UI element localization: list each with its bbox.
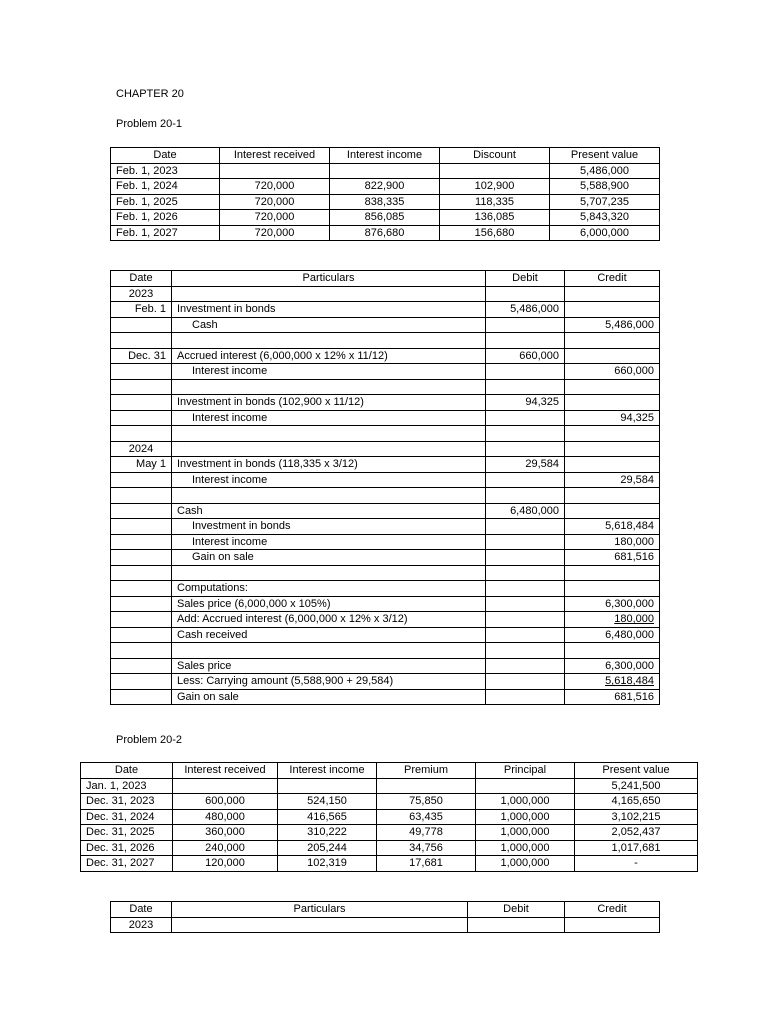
table-cell: 4,165,650 [575, 794, 698, 810]
table-cell: 876,680 [330, 225, 440, 241]
table-cell: 1,000,000 [476, 825, 575, 841]
entry-debit: 660,000 [486, 348, 565, 364]
entry-credit: 29,584 [565, 472, 660, 488]
table-cell: 75,850 [377, 794, 476, 810]
column-header: Date [81, 763, 173, 779]
table-row [81, 778, 698, 794]
entry-credit [565, 333, 660, 349]
entry-debit [486, 333, 565, 349]
entry-credit [565, 457, 660, 473]
column-header: Interest received [220, 148, 330, 164]
column-header: Present value [575, 763, 698, 779]
journal-entries-1 [110, 270, 660, 705]
entry-particulars: Interest income [172, 534, 486, 550]
table-cell: 1,000,000 [476, 840, 575, 856]
entry-date [111, 581, 172, 597]
entry-debit [486, 379, 565, 395]
entry-particulars [172, 643, 486, 659]
entry-date [111, 395, 172, 411]
table-cell: 156,680 [440, 225, 550, 241]
entry-credit [565, 348, 660, 364]
entry-particulars: Interest income [172, 472, 486, 488]
column-header: Interest income [278, 763, 377, 779]
table-row [81, 856, 698, 872]
journal-row [111, 317, 660, 333]
entry-debit [486, 426, 565, 442]
underlined-amount: 5,618,484 [605, 675, 654, 687]
entry-debit [486, 534, 565, 550]
entry-particulars: Computations: [172, 581, 486, 597]
journal-row [111, 917, 660, 933]
entry-credit [565, 286, 660, 302]
header-row [111, 148, 660, 164]
table-cell: 524,150 [278, 794, 377, 810]
entry-date [111, 519, 172, 535]
entry-particulars [172, 426, 486, 442]
journal-row [111, 395, 660, 411]
entry-credit [565, 379, 660, 395]
entry-date [111, 689, 172, 705]
table-cell: 838,335 [330, 194, 440, 210]
entry-date [111, 550, 172, 566]
header-row [111, 902, 660, 918]
table-cell: 600,000 [173, 794, 278, 810]
journal-row [111, 348, 660, 364]
entry-particulars: Investment in bonds [172, 302, 486, 318]
table-cell: 102,900 [440, 179, 550, 195]
journal-row [111, 379, 660, 395]
entry-particulars: Cash [172, 503, 486, 519]
entry-date [111, 674, 172, 690]
column-header: Present value [550, 148, 660, 164]
entry-debit [486, 364, 565, 380]
entry-particulars [172, 333, 486, 349]
column-header: Principal [476, 763, 575, 779]
journal-entries-2 [110, 901, 660, 933]
journal-row [111, 410, 660, 426]
entry-debit [468, 917, 565, 933]
entry-debit [486, 581, 565, 597]
entry-particulars: Less: Carrying amount (5,588,900 + 29,584) [172, 674, 486, 690]
entry-debit [486, 627, 565, 643]
table-cell: Feb. 1, 2025 [111, 194, 220, 210]
entry-date: May 1 [111, 457, 172, 473]
entry-particulars: Cash [172, 317, 486, 333]
table-cell: 720,000 [220, 194, 330, 210]
entry-credit [565, 426, 660, 442]
entry-credit [565, 674, 660, 690]
column-header: Date [111, 271, 172, 287]
table-cell: Dec. 31, 2023 [81, 794, 173, 810]
entry-particulars: Cash received [172, 627, 486, 643]
table-row [81, 840, 698, 856]
column-header: Date [111, 148, 220, 164]
table-cell: 120,000 [173, 856, 278, 872]
table-row [111, 163, 660, 179]
journal-row [111, 581, 660, 597]
journal-row [111, 457, 660, 473]
entry-particulars: Interest income [172, 410, 486, 426]
entry-credit: 180,000 [565, 534, 660, 550]
table-cell: Dec. 31, 2027 [81, 856, 173, 872]
table-cell [173, 778, 278, 794]
entry-debit [486, 565, 565, 581]
table-cell: 720,000 [220, 179, 330, 195]
entry-particulars [172, 565, 486, 581]
journal-row [111, 658, 660, 674]
entry-particulars [172, 488, 486, 504]
table-cell: 240,000 [173, 840, 278, 856]
table-cell: Dec. 31, 2024 [81, 809, 173, 825]
entry-debit [486, 674, 565, 690]
table-cell: 360,000 [173, 825, 278, 841]
entry-debit [486, 410, 565, 426]
table-cell: 17,681 [377, 856, 476, 872]
underlined-amount: 180,000 [614, 613, 654, 625]
entry-date [111, 333, 172, 349]
entry-date: 2023 [111, 917, 172, 933]
header-row [111, 271, 660, 287]
entry-date [111, 317, 172, 333]
header-row [81, 763, 698, 779]
entry-debit [486, 441, 565, 457]
chapter-title: CHAPTER 20 [116, 88, 184, 100]
journal-row [111, 472, 660, 488]
table-cell: Feb. 1, 2026 [111, 210, 220, 226]
table-cell [440, 163, 550, 179]
entry-particulars: Gain on sale [172, 689, 486, 705]
table-row [81, 809, 698, 825]
table-row [111, 179, 660, 195]
entry-particulars: Accrued interest (6,000,000 x 12% x 11/12) [172, 348, 486, 364]
table-cell [278, 778, 377, 794]
table-cell: 310,222 [278, 825, 377, 841]
table-cell: 822,900 [330, 179, 440, 195]
journal-row [111, 441, 660, 457]
entry-particulars: Add: Accrued interest (6,000,000 x 12% x 3/12) [172, 612, 486, 628]
entry-particulars: Investment in bonds (118,335 x 3/12) [172, 457, 486, 473]
table-cell: Jan. 1, 2023 [81, 778, 173, 794]
entry-particulars: Investment in bonds (102,900 x 11/12) [172, 395, 486, 411]
column-header: Particulars [172, 902, 468, 918]
journal-row [111, 689, 660, 705]
entry-credit [565, 395, 660, 411]
journal-row [111, 550, 660, 566]
problem-1-title: Problem 20-1 [116, 118, 183, 130]
entry-debit: 94,325 [486, 395, 565, 411]
column-header: Credit [565, 271, 660, 287]
entry-particulars: Interest income [172, 364, 486, 380]
entry-debit [486, 643, 565, 659]
table-cell: - [575, 856, 698, 872]
journal-row [111, 364, 660, 380]
table-cell: 5,588,900 [550, 179, 660, 195]
entry-particulars [172, 379, 486, 395]
table-cell: 205,244 [278, 840, 377, 856]
table-row [81, 794, 698, 810]
entry-credit: 5,486,000 [565, 317, 660, 333]
column-header: Credit [565, 902, 660, 918]
table-row [111, 194, 660, 210]
table-cell: 63,435 [377, 809, 476, 825]
amortization-table-1 [110, 147, 660, 241]
entry-credit: 94,325 [565, 410, 660, 426]
entry-date [111, 410, 172, 426]
table-cell [377, 778, 476, 794]
journal-row [111, 302, 660, 318]
entry-debit: 5,486,000 [486, 302, 565, 318]
table-cell: Dec. 31, 2026 [81, 840, 173, 856]
table-cell: Dec. 31, 2025 [81, 825, 173, 841]
entry-date [111, 612, 172, 628]
entry-credit [565, 917, 660, 933]
table-cell [476, 778, 575, 794]
entry-particulars [172, 917, 468, 933]
entry-credit: 681,516 [565, 689, 660, 705]
entry-date [111, 364, 172, 380]
entry-particulars: Investment in bonds [172, 519, 486, 535]
entry-date [111, 658, 172, 674]
entry-debit: 6,480,000 [486, 503, 565, 519]
entry-credit [565, 441, 660, 457]
table-cell: 3,102,215 [575, 809, 698, 825]
table-cell: 1,000,000 [476, 809, 575, 825]
column-header: Interest received [173, 763, 278, 779]
table-cell: 5,241,500 [575, 778, 698, 794]
entry-credit: 6,300,000 [565, 658, 660, 674]
entry-debit [486, 689, 565, 705]
entry-debit [486, 550, 565, 566]
journal-row [111, 627, 660, 643]
entry-date [111, 488, 172, 504]
journal-row [111, 612, 660, 628]
entry-credit [565, 565, 660, 581]
table-cell: 480,000 [173, 809, 278, 825]
column-header: Premium [377, 763, 476, 779]
journal-row [111, 286, 660, 302]
table-cell: 1,000,000 [476, 856, 575, 872]
entry-debit: 29,584 [486, 457, 565, 473]
column-header: Debit [486, 271, 565, 287]
entry-date [111, 596, 172, 612]
table-row [111, 210, 660, 226]
entry-debit [486, 596, 565, 612]
entry-debit [486, 317, 565, 333]
table-cell: 720,000 [220, 210, 330, 226]
table-cell: 1,017,681 [575, 840, 698, 856]
entry-credit: 660,000 [565, 364, 660, 380]
table-row [111, 225, 660, 241]
table-cell: Feb. 1, 2024 [111, 179, 220, 195]
entry-debit [486, 488, 565, 504]
table-cell: 49,778 [377, 825, 476, 841]
table-cell: 1,000,000 [476, 794, 575, 810]
table-cell: 856,085 [330, 210, 440, 226]
table-cell: 102,319 [278, 856, 377, 872]
table-cell: 5,843,320 [550, 210, 660, 226]
entry-particulars [172, 286, 486, 302]
column-header: Interest income [330, 148, 440, 164]
entry-credit: 6,300,000 [565, 596, 660, 612]
entry-particulars: Gain on sale [172, 550, 486, 566]
journal-row [111, 565, 660, 581]
table-cell: 2,052,437 [575, 825, 698, 841]
entry-date [111, 627, 172, 643]
entry-credit: 5,618,484 [565, 519, 660, 535]
entry-debit [486, 612, 565, 628]
entry-date: Feb. 1 [111, 302, 172, 318]
entry-debit [486, 472, 565, 488]
table-cell [330, 163, 440, 179]
table-row [81, 825, 698, 841]
amortization-table-2 [80, 762, 698, 872]
entry-credit: 6,480,000 [565, 627, 660, 643]
table-cell: 416,565 [278, 809, 377, 825]
journal-row [111, 596, 660, 612]
column-header: Particulars [172, 271, 486, 287]
problem-2-title: Problem 20-2 [116, 734, 183, 746]
entry-credit [565, 643, 660, 659]
entry-particulars: Sales price [172, 658, 486, 674]
journal-row [111, 488, 660, 504]
journal-row [111, 534, 660, 550]
table-cell: 118,335 [440, 194, 550, 210]
table-cell: Feb. 1, 2023 [111, 163, 220, 179]
table-cell: 5,486,000 [550, 163, 660, 179]
entry-debit [486, 519, 565, 535]
entry-credit [565, 581, 660, 597]
journal-row [111, 333, 660, 349]
entry-date [111, 503, 172, 519]
entry-date [111, 426, 172, 442]
entry-date [111, 534, 172, 550]
journal-row [111, 674, 660, 690]
entry-date [111, 565, 172, 581]
entry-date: Dec. 31 [111, 348, 172, 364]
entry-credit [565, 503, 660, 519]
entry-credit [565, 612, 660, 628]
entry-date: 2024 [111, 441, 172, 457]
entry-particulars [172, 441, 486, 457]
column-header: Debit [468, 902, 565, 918]
journal-row [111, 519, 660, 535]
journal-row [111, 503, 660, 519]
entry-date: 2023 [111, 286, 172, 302]
table-cell: 34,756 [377, 840, 476, 856]
entry-debit [486, 658, 565, 674]
entry-date [111, 379, 172, 395]
table-cell: 136,085 [440, 210, 550, 226]
entry-credit: 681,516 [565, 550, 660, 566]
entry-date [111, 643, 172, 659]
table-cell: 6,000,000 [550, 225, 660, 241]
table-cell: 720,000 [220, 225, 330, 241]
column-header: Discount [440, 148, 550, 164]
column-header: Date [111, 902, 172, 918]
table-cell [220, 163, 330, 179]
table-cell: Feb. 1, 2027 [111, 225, 220, 241]
entry-credit [565, 302, 660, 318]
entry-date [111, 472, 172, 488]
entry-credit [565, 488, 660, 504]
table-cell: 5,707,235 [550, 194, 660, 210]
entry-particulars: Sales price (6,000,000 x 105%) [172, 596, 486, 612]
entry-debit [486, 286, 565, 302]
journal-row [111, 643, 660, 659]
journal-row [111, 426, 660, 442]
